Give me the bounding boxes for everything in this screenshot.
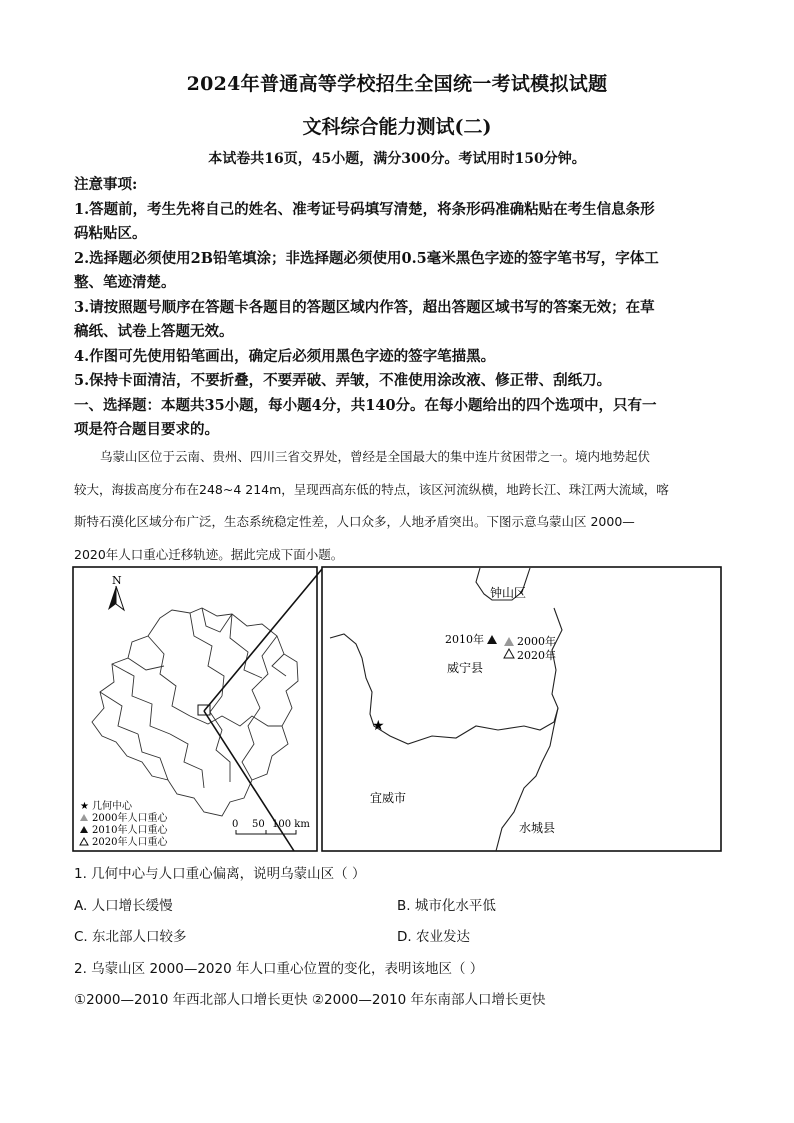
passage-line: 较大，海拔高度分布在248~4 214m，呈现西高东低的特点，该区河流纵横，地跨长江、珠江两大流域，喀 (74, 481, 669, 497)
notes-section (74, 173, 728, 443)
centroid-2010-marker-icon (487, 635, 497, 644)
passage-line: 2020年人口重心迁移轨迹。据此完成下面小题。 (74, 546, 344, 562)
right-map-frame (322, 567, 721, 851)
label-2000: 2000年 (517, 635, 556, 648)
passage-line: 斯特石漠化区域分布广泛，生态系统稳定性差，人口众多，人地矛盾突出。下图示意乌蒙山区 2000— (74, 514, 635, 529)
note-item-1: 1.答题前，考生先将自己的姓名、准考证号码填写清楚，将条形码准确粘贴在考生信息条形 (74, 200, 655, 218)
wumeng-region-outline (92, 608, 298, 816)
scale-bar (232, 819, 310, 834)
exam-info: 本试卷共16页，45小题，满分300分。考试用时150分钟。 (208, 151, 586, 167)
question-1-stem: 1. 几何中心与人口重心偏离，说明乌蒙山区（ ） (74, 866, 366, 882)
note-item-1-cont: 码粘贴区。 (74, 225, 147, 242)
label-shuicheng: 水城县 (519, 821, 556, 835)
label-2020: 2020年 (517, 649, 556, 662)
note-item-4: 4.作图可先使用铅笔画出，确定后必须用黑色字迹的签字笔描黑。 (74, 347, 496, 365)
exam-subtitle: 文科综合能力测试(二) (302, 116, 492, 138)
population-centroid-map (72, 566, 723, 853)
label-2010: 2010年 (445, 633, 484, 646)
q1-option-a: A. 人口增长缓慢 (74, 898, 173, 914)
notes-heading: 注意事项: (74, 176, 138, 193)
county-boundaries (330, 568, 562, 851)
legend-star-icon: ★ (80, 801, 89, 812)
reading-passage (74, 441, 724, 571)
section-heading-cont: 项是符合题目要求的。 (74, 421, 219, 438)
legend-white-triangle-icon (80, 838, 88, 845)
label-weining: 威宁县 (447, 661, 484, 675)
scale-end: 100 km (272, 819, 310, 830)
scale-zero: 0 (232, 819, 239, 830)
note-item-3-cont: 稿纸、试卷上答题无效。 (74, 323, 234, 340)
note-item-2-cont: 整、笔迹清楚。 (74, 274, 176, 291)
label-zhongshan: 钟山区 (490, 586, 527, 600)
question-2-stem: 2. 乌蒙山区 2000—2020 年人口重心位置的变化，表明该地区（ ） (74, 961, 484, 977)
legend-black-triangle-icon (80, 826, 88, 833)
q1-option-d: D. 农业发达 (397, 929, 470, 945)
north-arrow-icon (108, 586, 124, 610)
q1-option-b: B. 城市化水平低 (397, 898, 496, 914)
zoom-leader-top (204, 569, 322, 711)
section-heading: 一、选择题：本题共35小题，每小题4分，共140分。在每小题给出的四个选项中，只有一 (74, 396, 657, 414)
note-item-2: 2.选择题必须使用2B铅笔填涂；非选择题必须使用0.5毫米黑色字迹的签字笔书写，字体工 (74, 249, 659, 267)
geometric-center-star-icon: ★ (372, 718, 385, 734)
legend-geometric-center: 几何中心 (92, 801, 132, 812)
question-2-items: ①2000—2010 年西北部人口增长更快 ②2000—2010 年东南部人口增长更快 (74, 992, 546, 1008)
note-item-5: 5.保持卡面清洁，不要折叠，不要弄破、弄皱，不准使用涂改液、修正带、刮纸刀。 (74, 372, 612, 389)
centroid-2000-marker-icon (504, 637, 514, 646)
centroid-2020-marker-icon (504, 649, 514, 658)
passage-line: 乌蒙山区位于云南、贵州、四川三省交界处，曾经是全国最大的集中连片贫困带之一。境内地势起伏 (100, 449, 651, 464)
legend-gray-triangle-icon (80, 814, 88, 821)
zoom-leader-bottom (204, 711, 294, 851)
legend-2010-center: 2010年人口重心 (92, 825, 168, 836)
scale-mid: 50 (252, 819, 265, 830)
map-legend (80, 799, 168, 848)
weining-boundary (330, 608, 562, 744)
north-label: N (112, 574, 122, 587)
label-xuanwei: 宜威市 (370, 791, 407, 805)
note-item-3: 3.请按照题号顺序在答题卡各题目的答题区域内作答，超出答题区域书写的答案无效；在草 (74, 298, 655, 316)
legend-2020-center: 2020年人口重心 (92, 837, 168, 848)
exam-title: 2024年普通高等学校招生全国统一考试模拟试题 (186, 73, 608, 95)
legend-2000-center: 2000年人口重心 (92, 813, 168, 824)
q1-option-c: C. 东北部人口较多 (74, 929, 187, 945)
